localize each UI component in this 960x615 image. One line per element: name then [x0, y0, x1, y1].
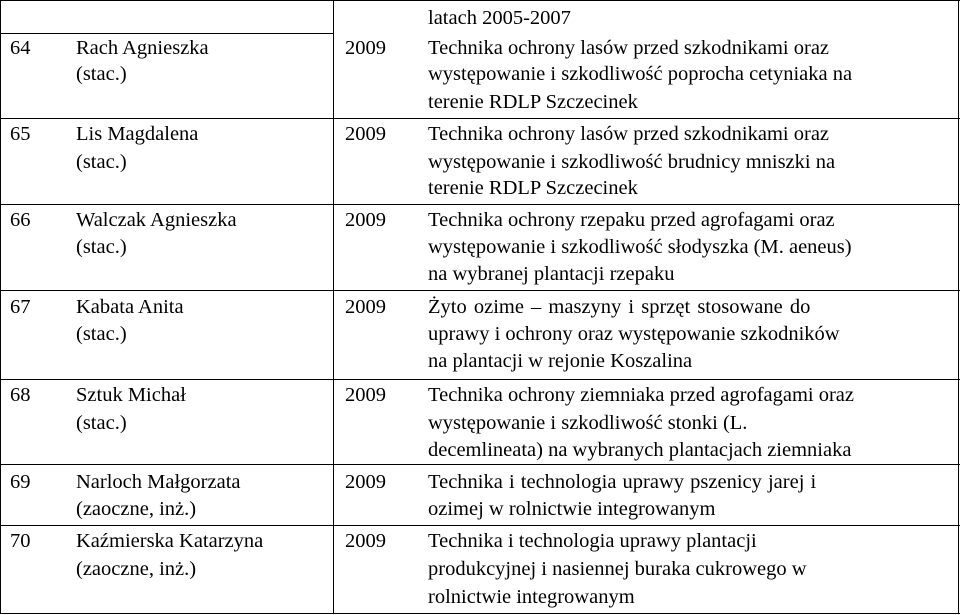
- study-mode: (zaoczne, inż.): [76, 498, 197, 520]
- student-name: Kaźmierska Katarzyna: [76, 530, 264, 552]
- column-divider: [333, 0, 334, 614]
- row-divider: [0, 33, 333, 34]
- row-divider: [0, 525, 960, 526]
- row-number: 64: [10, 37, 31, 59]
- year: 2009: [345, 384, 386, 406]
- thesis-title-line: występowanie i szkodliwość stonki (L.: [428, 412, 748, 434]
- row-divider: [0, 379, 960, 380]
- study-mode: (stac.): [76, 151, 127, 173]
- table-border-bottom: [0, 613, 960, 614]
- year: 2009: [345, 123, 386, 145]
- row-divider: [0, 290, 960, 291]
- thesis-title-line: występowanie i szkodliwość brudnicy mniszki na: [428, 151, 836, 173]
- row-number: 66: [10, 209, 31, 231]
- student-name: Walczak Agnieszka: [76, 209, 237, 231]
- table-border-left: [0, 0, 1, 614]
- table-border-right: [958, 0, 959, 614]
- year: 2009: [345, 37, 386, 59]
- study-mode: (stac.): [76, 236, 127, 258]
- thesis-title-line: Żyto ozime – maszyny i sprzęt stosowane do: [428, 296, 811, 318]
- row-divider: [0, 464, 960, 465]
- thesis-title-line: na plantacji w rejonie Koszalina: [428, 350, 693, 372]
- thesis-title-line: decemlineata) na wybranych plantacjach ziemniaka: [428, 439, 852, 461]
- continuation-title: latach 2005-2007: [428, 7, 571, 29]
- thesis-title-line: Technika i technologia uprawy pszenicy jarej i: [428, 471, 817, 493]
- thesis-title-line: na wybranej plantacji rzepaku: [428, 263, 675, 285]
- study-mode: (zaoczne, inż.): [76, 558, 197, 580]
- thesis-title-line: występowanie i szkodliwość słodyszka (M. aeneus): [428, 236, 852, 258]
- study-mode: (stac.): [76, 63, 127, 85]
- thesis-title-line: Technika ochrony lasów przed szkodnikami oraz: [428, 37, 830, 59]
- row-number: 70: [10, 530, 31, 552]
- row-number: 65: [10, 123, 31, 145]
- thesis-title-line: Technika ochrony rzepaku przed agrofagami oraz: [428, 209, 835, 231]
- thesis-title-line: Technika ochrony ziemniaka przed agrofagami oraz: [428, 384, 855, 406]
- student-name: Lis Magdalena: [76, 123, 199, 145]
- year: 2009: [345, 471, 386, 493]
- thesis-title-line: rolnictwie integrowanym: [428, 586, 635, 608]
- year: 2009: [345, 530, 386, 552]
- year: 2009: [345, 209, 386, 231]
- row-divider: [0, 204, 960, 205]
- study-mode: (stac.): [76, 323, 127, 345]
- row-number: 69: [10, 471, 31, 493]
- student-name: Sztuk Michał: [76, 384, 186, 406]
- thesis-title-line: występowanie i szkodliwość poprocha cetyniaka na: [428, 63, 853, 85]
- student-name: Rach Agnieszka: [76, 37, 209, 59]
- thesis-title-line: produkcyjnej i nasiennej buraka cukrowego w: [428, 558, 807, 580]
- thesis-title-line: terenie RDLP Szczecinek: [428, 177, 638, 199]
- row-divider: [0, 118, 960, 119]
- thesis-title-line: Technika i technologia uprawy plantacji: [428, 530, 757, 552]
- thesis-title-line: Technika ochrony lasów przed szkodnikami oraz: [428, 123, 830, 145]
- year: 2009: [345, 296, 386, 318]
- table-border-top: [0, 0, 960, 1]
- study-mode: (stac.): [76, 412, 127, 434]
- student-name: Kabata Anita: [76, 296, 184, 318]
- row-number: 67: [10, 296, 31, 318]
- thesis-title-line: terenie RDLP Szczecinek: [428, 91, 638, 113]
- thesis-title-line: uprawy i ochrony oraz występowanie szkodników: [428, 323, 840, 345]
- student-name: Narloch Małgorzata: [76, 471, 241, 493]
- thesis-title-line: ozimej w rolnictwie integrowanym: [428, 498, 716, 520]
- row-number: 68: [10, 384, 31, 406]
